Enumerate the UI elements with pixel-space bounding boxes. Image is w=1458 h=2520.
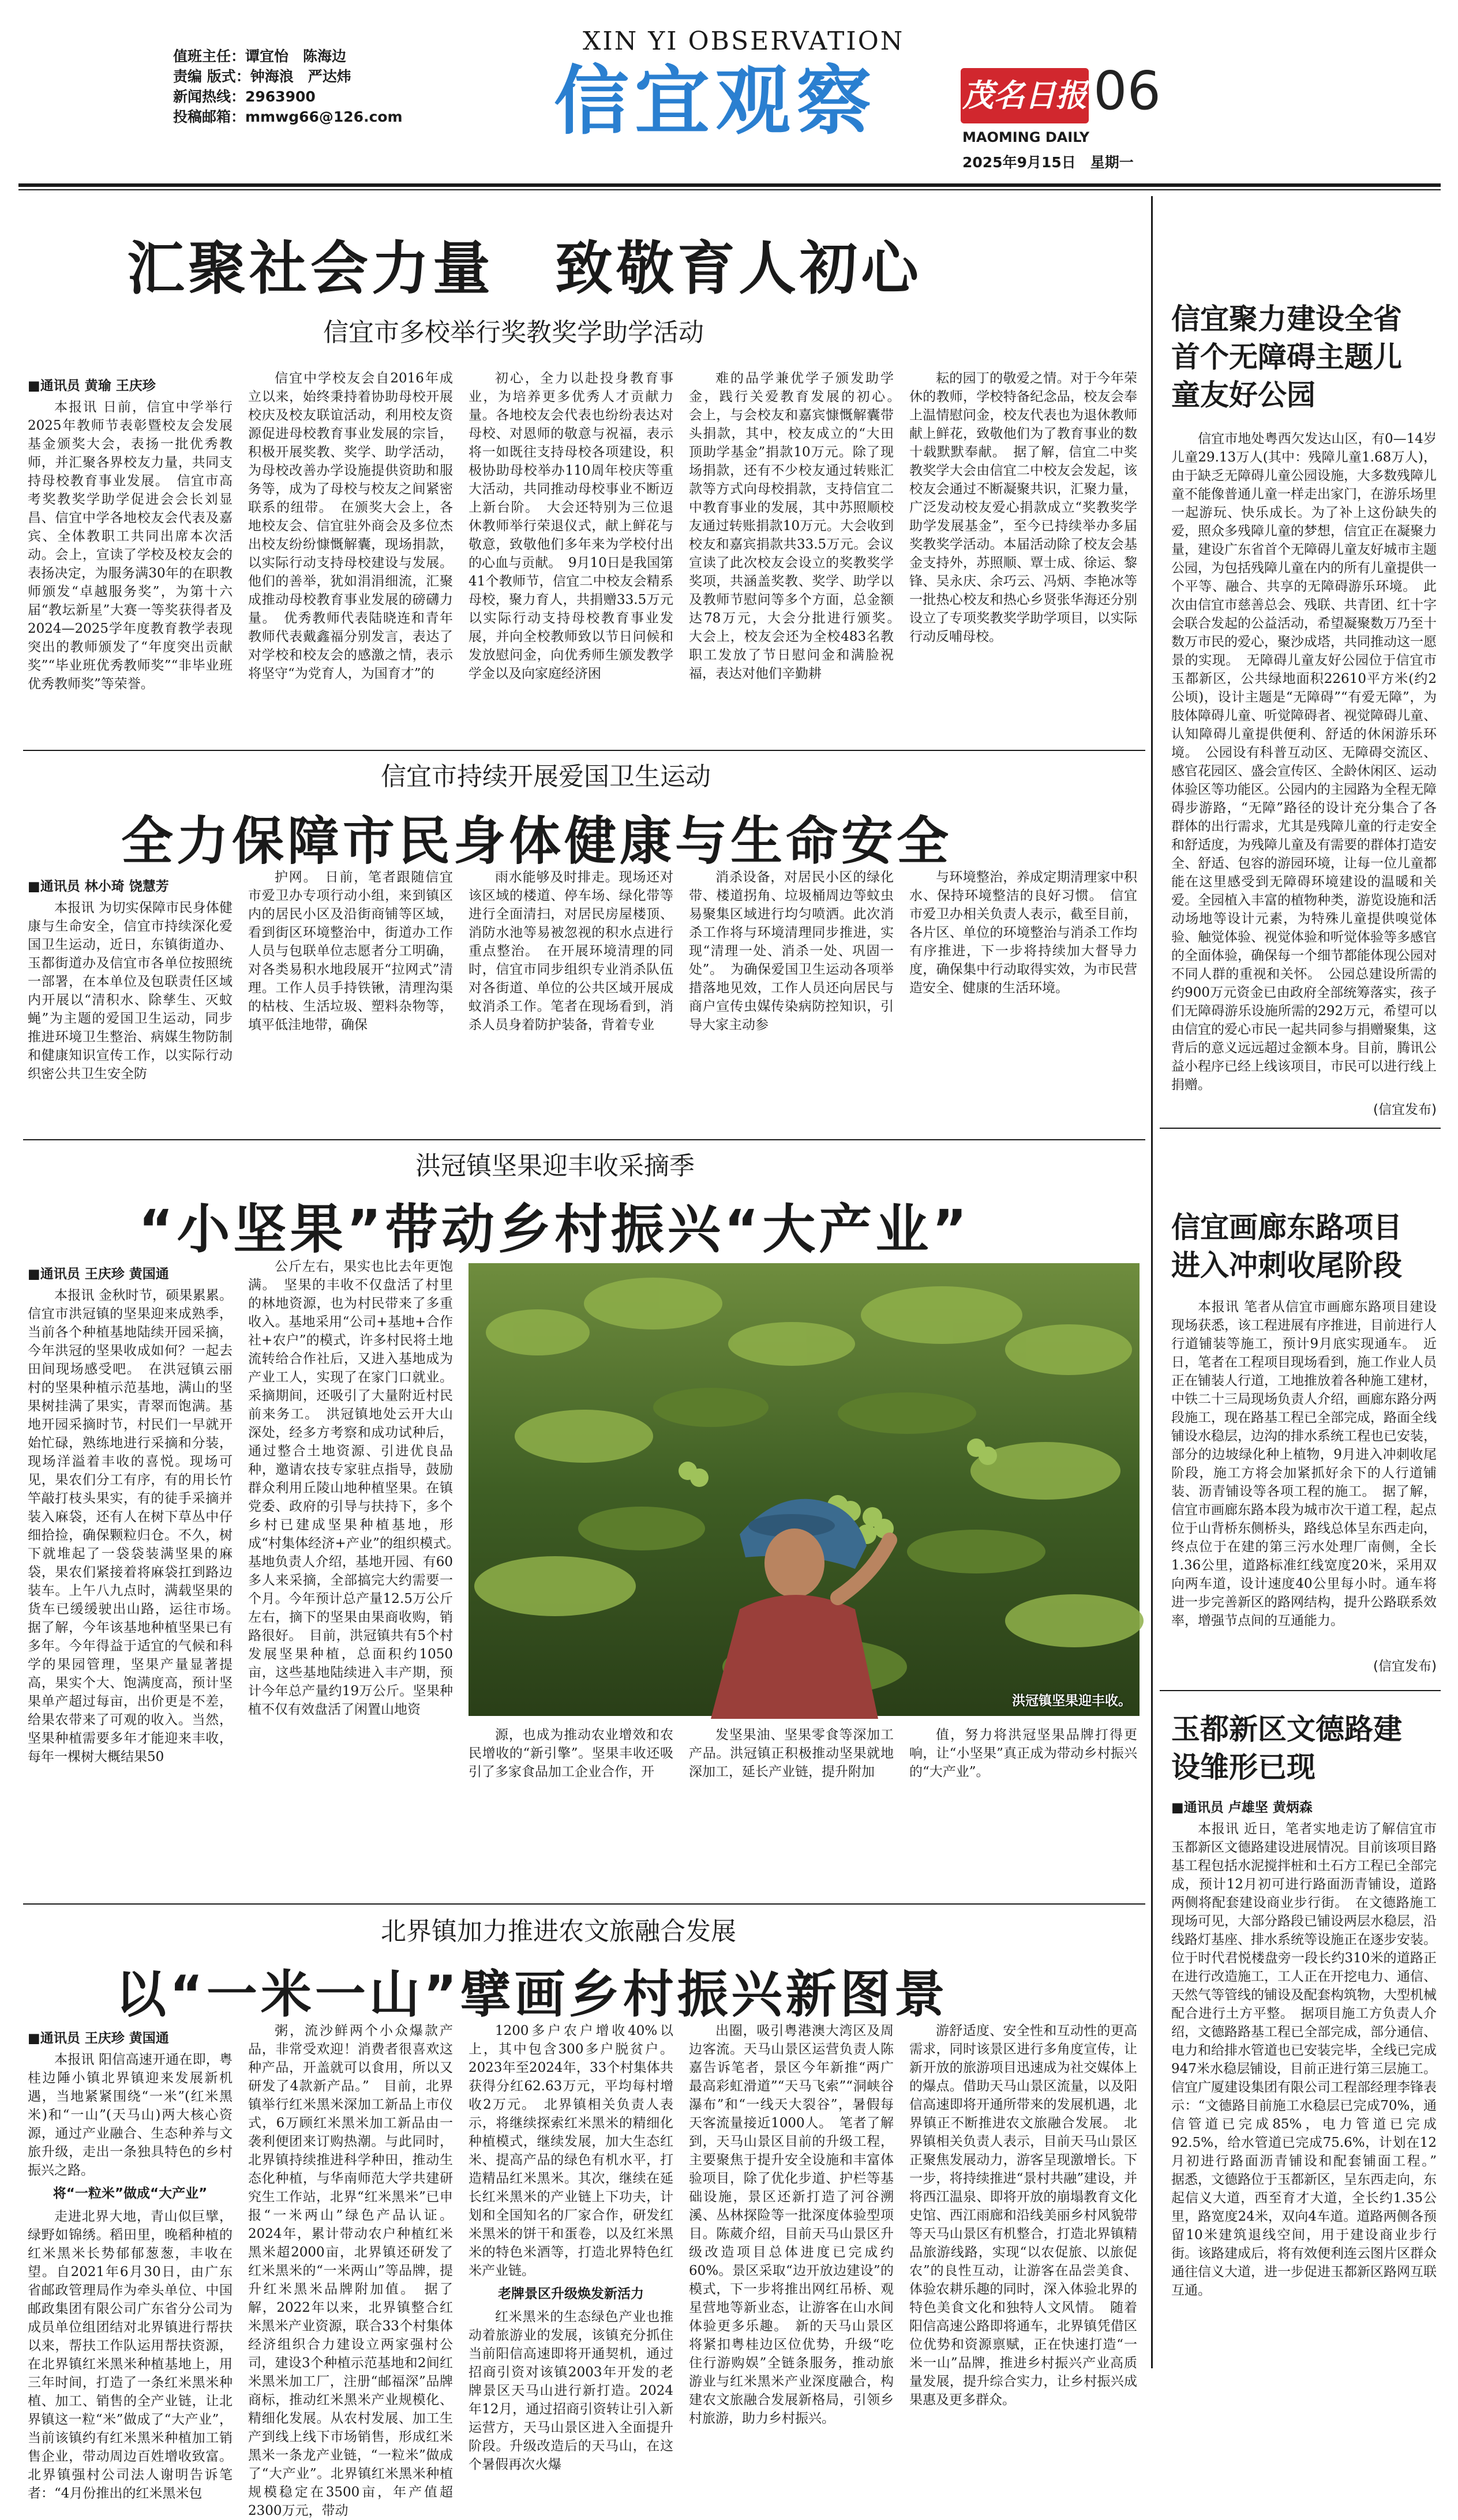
article1-col4 (689, 369, 907, 727)
sidebar3-body (1171, 1820, 1450, 2368)
article4-col1-subhead: 将“一粒米”做成“大产业” (53, 2186, 208, 2201)
article2-col5-text: 与环境整治，养成定期清理家中积水、保持环境整洁的良好习惯。 信宜市爱卫办相关负责人表示，截至目前，各片区、单位的环境整治与消杀工作均有序推进，下一步将持续加大督导力度，确保集中行动取得实效，为市民营造安全、健康的生活环境。 (909, 870, 1137, 996)
article4-col4 (689, 2022, 894, 2426)
article2-col2 (248, 868, 453, 1129)
masthead (0, 0, 1458, 190)
article4-col1-text-b: 走进北界大地，青山似巨擘，绿野如锦绣。稻田里，晚稻种植的红米黑米长势郁郁葱葱，丰收在望。自2021年6月30日，由广东省邮政管理局作为牵头单位、中国邮政集团有限公司广东省分公司为成员单位组团结对北界镇进行帮扶以来，帮扶工作队运用帮扶资源，在北界镇红米黑米种植基地上，用三年时间，打造了一条红米黑米种植、加工、销售的全产业链，让北界镇这一粒“米”做成了“大产业”，当前该镇约有红米黑米种植加工销售企业，带动周边百姓增收致富。北界镇强村公司法人谢明告诉笔者：“4月份推出的红米黑米包 (28, 2209, 233, 2501)
sidebar2-body (1171, 1298, 1437, 1650)
article4-col3-text-a: 1200多户农户增收40%以上，其中包含300多户脱贫户。2023年至2024年，33个村集体共获得分红62.63万元，平均每村增收2万元。 北界镇相关负责人表示，将继续探索红米黑米的精细化种植模式，继续发展，加大生态红米、提高产品的绿色有机水平，打造精品红米黑米。其次，继续在延长红米黑米的产业链上下功夫，计划和全国知名的厂家合作，研发红米黑米的饼干和蛋卷，以及红米黑米的特色米酒等，打造北界特色红米产业链。 (468, 2023, 673, 2278)
sidebar1-body (1171, 430, 1437, 1093)
editor-duty: 值班主任：谭宜怡 陈海边 (173, 48, 347, 65)
paper-logo (961, 68, 1089, 123)
article3-col5-text: 值，努力将洪冠坚果品牌打得更响，让“小坚果”真正成为带动乡村振兴的“大产业”。 (909, 1727, 1137, 1779)
article3-col2 (248, 1257, 466, 1892)
article1-byline: ■通讯员 黄瑜 王庆珍 (28, 378, 156, 393)
sidebar1-body-text: 信宜市地处粤西欠发达山区，有0—14岁儿童29.13万人(其中：残障儿童1.68万人)，由于缺乏无障碍儿童公园设施，大多数残障儿童不能像普通儿童一样走出家门，在游乐场里一起游玩、快乐成长。为了补上这份缺失的爱，照众多残障儿童的梦想，信宜正在凝聚力量，建设广东省首个无障碍儿童友好城市主题公园，为包括残障儿童在内的所有儿童提供一个平等、融合、共享的无障碍游乐环境。 此次由信宜市慈善总会、残联、共青团、红十字会联合发起的公益活动，希望凝聚数万乃至十数万市民的爱心，聚沙成塔，共同推动这一愿景的实现。 无障碍儿童友好公园位于信宜市玉都新区，公共绿地面积22610平方米(约2公顷)，设计主题是“无障碍”“有爱无障”，为肢体障碍儿童、听觉障碍者、视觉障碍儿童、认知障碍儿童提供便利、舒适的休闲游乐环境。 公园设有科普互动区、无障碍交流区、感官花园区、盛会宣传区、全龄休闲区、运动体验区等功能区。公园内的主园路为全程无障碍步游路，“无障”路径的设计充分集合了各群体的出行需求，尤其是残障儿童的行走安全和舒适度，为残障儿童及有需要的群体打造安全、舒适、包容的游园环境，让每一位儿童都能在这里感受到无障碍环境建设的温暖和关爱。全园植入丰富的植物种类，游览设施和活动场地等设计元素，为特殊儿童提供嗅觉体验、触觉体验、视觉体验和听觉体验等多感官的全面体验，确保每一个细节都能体现公园对不同人群的重视和关怀。 公园总建设所需的约900万元资金已由政府全部统筹落实，孩子们无障碍游乐设施所需的292万元，希望可以由信宜的爱心市民一起共同参与捐赠聚集，这背后的意义远远超过金额本身。目前，腾讯公益小程序已经上线该项目，市民可以进行线上捐赠。 (1171, 431, 1437, 1092)
article2-title: 全力保障市民身体健康与生命安全 (121, 811, 952, 872)
article1-subtitle: 信宜市多校举行奖教奖学助学活动 (323, 318, 704, 347)
page-number: 06 (1093, 60, 1161, 122)
sidebar2-body-text: 本报讯 笔者从信宜市画廊东路项目建设现场获悉，该工程进展有序推进，目前进行人行道铺装等施工，预计9月底实现通车。 近日，笔者在工程项目现场看到，施工作业人员正在铺装人行道，工地推放着各种施工建材，中铁二十三局现场负责人介绍，画廊东路分两段施工，现在路基工程已全部完成，路面全线铺设水稳层，边沟的排水系统工程也已安装，部分的边坡绿化种上植物，9月进入冲刺收尾阶段，施工方将会加紧抓好余下的人行道铺装、沥青铺设等各项工程的施工。 据了解，信宜市画廊东路本段为城市次干道工程，起点位于山背桥东侧桥头，路线总体呈东西走向，终点位于在建的第三污水处理厂南侧，全长1.36公里，道路标准红线宽度20米，采用双向两车道，设计速度40公里每小时。通车将进一步完善新区的路网结构，提升公路联系效率，增强节点间的互通能力。 (1171, 1300, 1437, 1628)
article2-col1-text: 本报讯 为切实保障市民身体健康与生命安全，信宜市持续深化爱国卫生运动，近日，东镇街道办、玉都街道办及信宜市各单位按照统一部署，在本单位及包联责任区域内开展以“清积水、除孳生、灭蚊蝇”为主题的爱国卫生运动，同步推进环境卫生整治、病媒生物防制和健康知识宣传工作，以实际行动织密公共卫生安全防 (28, 900, 233, 1081)
article4-byline: ■通讯员 王庆珍 黄国通 (28, 2031, 169, 2046)
article3-title: “小坚果”带动乡村振兴“大产业” (138, 1199, 970, 1260)
article3-subtitle: 洪冠镇坚果迎丰收采摘季 (415, 1151, 695, 1181)
sidebar3-title: 玉都新区文德路建设雏形已现 (1171, 1712, 1402, 1784)
article2-col5 (909, 868, 1137, 1129)
article1-col2 (248, 369, 453, 727)
english-title: XIN YI OBSERVATION (583, 27, 905, 56)
article2-col4-text: 消杀设备，对居民小区的绿化带、楼道拐角、垃圾桶周边等蚊虫易聚集区域进行均匀喷洒。此次消杀工作将与环境清理同步推进，实现“清理一处、消杀一处、巩固一处”。 为确保爱国卫生运动各项举措落地见效，工作人员还向居民与商户宣传虫媒传染病防控知识，引导大家主动参 (689, 870, 894, 1032)
article3-col4-text: 发坚果油、坚果零食等深加工产品。洪冠镇正积极推动坚果就地深加工，延长产业链，提升附加 (689, 1727, 894, 1779)
photo-caption: 洪冠镇坚果迎丰收。 (1012, 1693, 1131, 1708)
article2-col1 (28, 899, 233, 1129)
article2-col3-text: 雨水能够及时排走。现场还对该区域的楼道、停车场、绿化带等进行全面清扫，对居民房屋楼顶、消防水池等易被忽视的积水点进行重点整治。 在开展环境清理的同时，信宜市同步组织专业消杀队伍对各街道、单位的公共区域开展成蚊消杀工作。笔者在现场看到，消杀人员身着防护装备，背着专业 (468, 870, 673, 1032)
article3-col2-text: 公斤左右，果实也比去年更饱满。 坚果的丰收不仅盘活了村里的林地资源，也为村民带来了多重收入。基地采用“公司+基地+合作社+农户”的模式，许多村民将土地流转给合作社后，又进入基地成为产业工人，实现了在家门口就业。采摘期间，还吸引了大量附近村民前来务工。 洪冠镇地处云开大山深处，经多方考察和成功试种后，通过整合土地资源、引进优良品种，邀请农技专家驻点指导，鼓励群众利用丘陵山地种植坚果。在镇党委、政府的引导与扶持下，多个乡村已建成坚果种植基地，形成“村集体经济+产业”的组织模式。 基地负责人介绍，基地开园、有60多人来采摘，全部搞完大约需要一个月。今年预计总产量12.5万公斤左右，摘下的坚果由果商收购，销路很好。 目前，洪冠镇共有5个村发展坚果种植，总面积约1050亩，这些基地陆续进入丰产期，预计今年总产量约19万公斤。坚果种植不仅有效盘活了闲置山地资 (248, 1259, 466, 1717)
article1-bottom-rule (23, 750, 1145, 751)
article3-col5 (909, 1726, 1137, 1893)
article4-col3-text-b: 红米黑米的生态绿色产业也推动着旅游业的发展，该镇充分抓住当前阳信高速即将开通契机，通过招商引资对该镇2003年开发的老牌景区天马山进行新打造。2024年12月，通过招商引资转让引入新运营方，天马山景区进入全面提升阶段。升级改造后的天马山，在这个暑假再次火爆 (468, 2309, 673, 2472)
article3-col3 (468, 1726, 673, 1893)
masthead-rule-thin (18, 189, 1441, 190)
article1-col4-text: 难的品学兼优学子颁发助学金，践行关爱教育发展的初心。 会上，与会校友和嘉宾慷慨解囊带头捐款，其中，校友成立的“大田顶助学基金”捐款10万元。除了现场捐款，还有不少校友通过转账汇款等方式向母校捐款，支持信宜二中教育事业的发展，其中苏照顺校友通过转账捐款10万元。大会收到校友和嘉宾捐款共33.5万元。会议宣读了此次校友会设立的奖教奖学奖项，共涵盖奖教、奖学、助学以及教师节慰问等多个方面，总金额达78万元，大会分批进行颁奖。 大会上，校友会还为全校483名教职工发放了节日慰问金和满脸祝福，表达对他们辛勤耕 (689, 371, 907, 681)
article3-col1 (28, 1286, 246, 1892)
walnut-harvest-photo (468, 1263, 1140, 1716)
news-hotline: 新闻热线：2963900 (173, 88, 316, 105)
walnut-harvest-illustration (468, 1263, 1140, 1716)
article1-col5 (909, 369, 1137, 727)
article1-col1 (28, 398, 233, 727)
article3-bottom-rule (23, 1903, 1145, 1905)
article4-col3-subhead: 老牌景区升级焕发新活力 (498, 2286, 644, 2301)
article4-col1-text-a: 本报讯 阳信高速开通在即，粤桂边陲小镇北界镇迎来发展新机遇，当地紧紧围绕“一米”(红米黑米)和“一山”(天马山)两大核心资源，通过产业融合、生态种养与文旅升级，走出一条独具特色的乡村振兴之路。 (28, 2052, 233, 2178)
section-title: 信宜观察 (554, 57, 878, 145)
sidebar3-byline: ■通讯员 卢雄坚 黄炳森 (1171, 1800, 1313, 1815)
article1-col3 (468, 369, 673, 727)
article2-col3 (468, 868, 673, 1129)
article1-col5-text: 耘的园丁的敬爱之情。对于今年荣休的教师，学校特备纪念品，校友会奉上温情慰问金，校友代表也为退休教师献上鲜花，致敬他们为了教育事业的数十载默默奉献。 据了解，信宜二中奖教奖学大会由信宜二中校友会发起，该校友会通过不断凝聚共识，汇聚力量，广泛发动校友爱心捐款成立“奖教奖学助学发展基金”，至今已持续举办多届奖教奖学活动。本届活动除了校友会基金支持外，苏照顺、覃士成、徐运、黎锋、吴永庆、余巧云、冯炳、李艳冰等一批热心校友和热心乡贤张华海还分别设立了专项奖教奖学助学项目，以实际行动反哺母校。 (909, 371, 1137, 644)
submission-email: 投稿邮箱：mmwg66@126.com (173, 108, 403, 125)
article2-byline: ■通讯员 林小琦 饶慧芳 (28, 879, 169, 894)
sidebar1-credit: (信宜发布) (1373, 1102, 1437, 1117)
article4-col1 (28, 2050, 233, 2501)
sidebar3-body-text: 本报讯 近日，笔者实地走访了解信宜市玉都新区文德路建设进展情况。目前该项目路基工程包括水泥搅拌桩和土石方工程已全部完成，预计12月初可进行路面沥青铺设，道路两侧将配套建设商业步行街。 在文德路施工现场可见，大部分路段已铺设两层水稳层，沿线路灯基座、排水系统等设施正在逐步安装。位于时代君悦楼盘旁一段长约310米的道路正在进行改造施工，工人正在开挖电力、通信、天然气等管线的铺设及配套构筑物，大型机械配合进行土方平整。 据项目施工方负责人介绍，文德路路基工程已全部完成，部分通信、电力和给排水管道也已安装完毕，全线已完成947米水稳层铺设，目前正进行第三层施工。信宜广厦建设集团有限公司工程部经理李锋表示：“文德路目前施工水稳层已完成70%，通信管道已完成85%，电力管道已完成92.5%，给水管道已完成75.6%，计划在12月初进行路面沥青铺设和配套铺面工程。” 据悉，文德路位于玉都新区，呈东西走向，东起信义大道，西至育才大道，全长约1.35公里，路宽度24米，双向4车道。道路两侧各预留10米建筑退线空间，用于建设商业步行街。该路建成后，将有效便利连云图片区群众通往信义大道，进一步促进玉都新区路网互联互通。 (1171, 1822, 1450, 2298)
article4-col4-text: 出圈，吸引粤港澳大湾区及周边客流。天马山景区运营负责人陈嘉告诉笔者，景区今年新推“两广最高彩虹滑道”“天马飞索”“洞峡谷瀑布”和“一线天大裂谷”，暑假每天客流量接近1000人。 笔者了解到，天马山景区目前的升级工程，主要聚焦于提升安全设施和丰富体验项目，除了优化步道、护栏等基础设施，景区还新打造了河谷溯溪、丛林探险等一批深度体验型项目。陈葳介绍，目前天马山景区升级改造项目总体进度已完成约60%。景区采取“边开放边建设”的模式，下一步将推出网红吊桥、观星营地等新业态，让游客在山水间体验更多乐趣。 新的天马山景区将紧扣粤桂边区位优势，升级“吃住行游购娱”全链条服务，推动旅游业与红米黑米产业深度融合，构建农文旅融合发展新格局，引领乡村旅游，助力乡村振兴。 (689, 2023, 894, 2426)
article1-col1-text: 本报讯 日前，信宜中学举行2025年教师节表彰暨校友会发展基金颁奖大会，表扬一批优秀教师，并汇聚各界校友力量，共同支持母校教育事业发展。 信宜市高考奖教奖学助学促进会会长刘显昌、信宜中学各地校友会代表及嘉宾、全体教职工共同出席本次活动。会上，宣读了学校及校友会的表扬决定，为服务满30年的在职教师颁发“卓越服务奖”，为第十六届“教坛新星”大赛一等奖获得者及2024—2025学年度教育教学表现突出的教师颁发了“年度突出贡献奖”“毕业班优秀教师奖”“非毕业班优秀教师奖”等荣誉。 (28, 400, 233, 692)
article4-col3 (468, 2022, 673, 2472)
article3-byline: ■通讯员 王庆珍 黄国通 (28, 1267, 169, 1282)
paper-name: 茂名日报 (962, 77, 1087, 114)
article4-subtitle: 北界镇加力推进农文旅融合发展 (381, 1917, 736, 1946)
sidebar1-title: 信宜聚力建设全省首个无障碍主题儿童友好公园 (1171, 302, 1402, 412)
article3-col1-text: 本报讯 金秋时节，硕果累累。信宜市洪冠镇的坚果迎来成熟季，当前各个种植基地陆续开园采摘，今年洪冠的坚果收成如何？一起去田间现场感受吧。 在洪冠镇云丽村的坚果种植示范基地，满山的坚果树挂满了果实，青翠而饱满。基地开园采摘时节，村民们一早就开始忙碌，熟练地进行采摘和分装，现场洋溢着丰收的喜悦。现场可见，果农们分工有序，有的用长竹竿敲打枝头果实，有的徒手采摘并装入麻袋，还有人在树下草丛中仔细拾捡，确保颗粒归仓。不久，树下就堆起了一袋袋装满坚果的麻袋，果农们紧接着将麻袋扛到路边装车。上午八九点时，满载坚果的货车已缓缓驶出山路，运往市场。 据了解，今年该基地种植坚果已有多年。今年得益于适宜的气候和科学的果园管理，坚果产量显著提高，果实个大、饱满度高，预计坚果单产超过每亩，出价更是不差，给果农带来了可观的收入。当然，坚果种植需要多年才能迎来丰收，每年一棵树大概结果50 (28, 1288, 246, 1764)
article2-subtitle: 信宜市持续开展爱国卫生运动 (381, 762, 711, 791)
sidebar2-title: 信宜画廊东路项目进入冲刺收尾阶段 (1171, 1211, 1402, 1282)
sidebar2-bottom-rule (1160, 1690, 1441, 1691)
masthead-rule (18, 183, 1441, 187)
sidebar-divider (1151, 196, 1153, 2368)
article4-col2 (248, 2022, 453, 2518)
paper-english: MAOMING DAILY (962, 129, 1090, 145)
article1-col3-text: 初心，全力以赴投身教育事业，为培养更多优秀人才贡献力量。各地校友会代表也纷纷表达对母校、对恩师的敬意与祝福，表示将一如既往支持母校各项建设，积极协助母校举办110周年校庆等重大活动，共同推动母校事业不断迈上新台阶。 大会还特别为三位退休教师举行荣退仪式，献上鲜花与敬意，致敬他们多年来为学校付出的心血与贡献。 9月10日是我国第41个教师节，信宜二中校友会精系母校，聚力育人，共捐赠33.5万元以实际行动支持母校教育事业发展，并向全校教师致以节日问候和发放慰问金，向优秀师生颁发教学学金以及向家庭经济困 (468, 371, 673, 681)
sidebar2-credit: (信宜发布) (1373, 1659, 1437, 1674)
article4-col2-text: 粥，流沙鲜两个小众爆款产品，非常受欢迎！消费者很喜欢这种产品，开盖就可以食用，所以又研发了4款新产品。” 目前，北界镇举行红米黑米深加工新品上市仪式，6万顾红米黑米加工新品由一袭利便团来订购热潮。与此同时，北界镇持续推进科学种田，推动生态化种植，与华南师范大学共建研究生工作站，北界“红米黑米”已申报“一米两山”绿色产品认证。2024年，累计带动农户种植红米黑米超2000亩，北界镇还研发了红米黑米的“一米两山”等品牌，提升红米黑米品牌附加值。 据了解，2022年以来，北界镇整合红米黑米产业资源，联合33个村集体经济组织合力建设立两家强村公司，建设3个种植示范基地和2间红米黑米加工厂，注册“邮福深”品牌商标，推动红米黑米产业规模化、精细化发展。从农村发展、加工生产到线上线下市场销售，形成红米黑米一条龙产业链，“一粒米”做成了“大产业”。北界镇红米黑米种植规模稳定在3500亩，年产值超2300万元，带动 (248, 2023, 453, 2518)
article4-title: 以“一米一山”擘画乡村振兴新图景 (115, 1965, 949, 2024)
issue-date: 2025年9月15日 星期一 (962, 154, 1134, 171)
editor-layout: 责编 版式：钟海浪 严达炜 (173, 68, 351, 85)
article4-col5 (909, 2022, 1137, 2408)
sidebar1-bottom-rule (1160, 1128, 1441, 1129)
article4-col5-text: 游舒适度、安全性和互动性的更高需求，同时该景区进行多角度宣传，让新开放的旅游项目迅速成为社交媒体上的爆点。借助天马山景区流量，以及阳信高速即将开通所带来的发展机遇，北界镇正不断推进农文旅融合发展。 北界镇相关负责人表示，目前天马山景区正聚焦发展动力，游客呈现激增长。下一步，将持续推进“景村共融”建设，并将西江温泉、即将开放的崩塌教育文化史馆、西江雨廊和沿线美丽乡村风貌带等天马山景区有机整合，打造北界镇精品旅游线路，实现“以农促旅、以旅促农”的良性互动，让游客在品尝美食、体验农耕乐趣的同时，深入体验北界的特色美食文化和独特人文风情。 随着阳信高速公路即将通车，北界镇凭借区位优势和资源禀赋，正在快速打造“一米一山”品牌，推进乡村振兴产业高质量发展，提升综合实力，让乡村振兴成果惠及更多群众。 (909, 2023, 1137, 2408)
article2-col2-text: 护网。 日前，笔者跟随信宜市爱卫办专项行动小组，来到镇区内的居民小区及沿街商铺等区域，看到街区环境整治中，街道办工作人员与包联单位志愿者分工明确，对各类易积水地段展开“拉网式”清理。工作人员手持铁锹，清理沟渠的枯枝、生活垃圾、塑料杂物等，填平低洼地带，确保 (248, 870, 453, 1032)
article3-col4 (689, 1726, 894, 1893)
article2-bottom-rule (23, 1139, 1145, 1140)
article1-col2-text: 信宜中学校友会自2016年成立以来，始终秉持着协助母校开展校庆及校友联谊活动，利用校友资源促进母校教育事业发展的宗旨，积极开展奖教、奖学、助学活动，为母校改善办学设施提供资助和服务等，成为了母校与校友之间紧密联系的纽带。 在颁奖大会上，各地校友会、信宜驻外商会及多位杰出校友纷纷慷慨解囊，现场捐款，以实际行动支持母校建设与发展。他们的善举，犹如涓涓细流，汇聚成推动母校教育事业发展的磅礴力量。 优秀教师代表陆晓连和青年教师代表戴鑫福分别发言，表达了对学校和校友会的感激之情，表示将坚守“为党育人，为国育才”的 (248, 371, 453, 681)
article1-title: 汇聚社会力量 致敬育人初心 (127, 235, 922, 302)
article2-col4 (689, 868, 894, 1129)
article3-col3-text: 源，也成为推动农业增效和农民增收的“新引擎”。坚果丰收还吸引了多家食品加工企业合作，开 (468, 1727, 673, 1779)
